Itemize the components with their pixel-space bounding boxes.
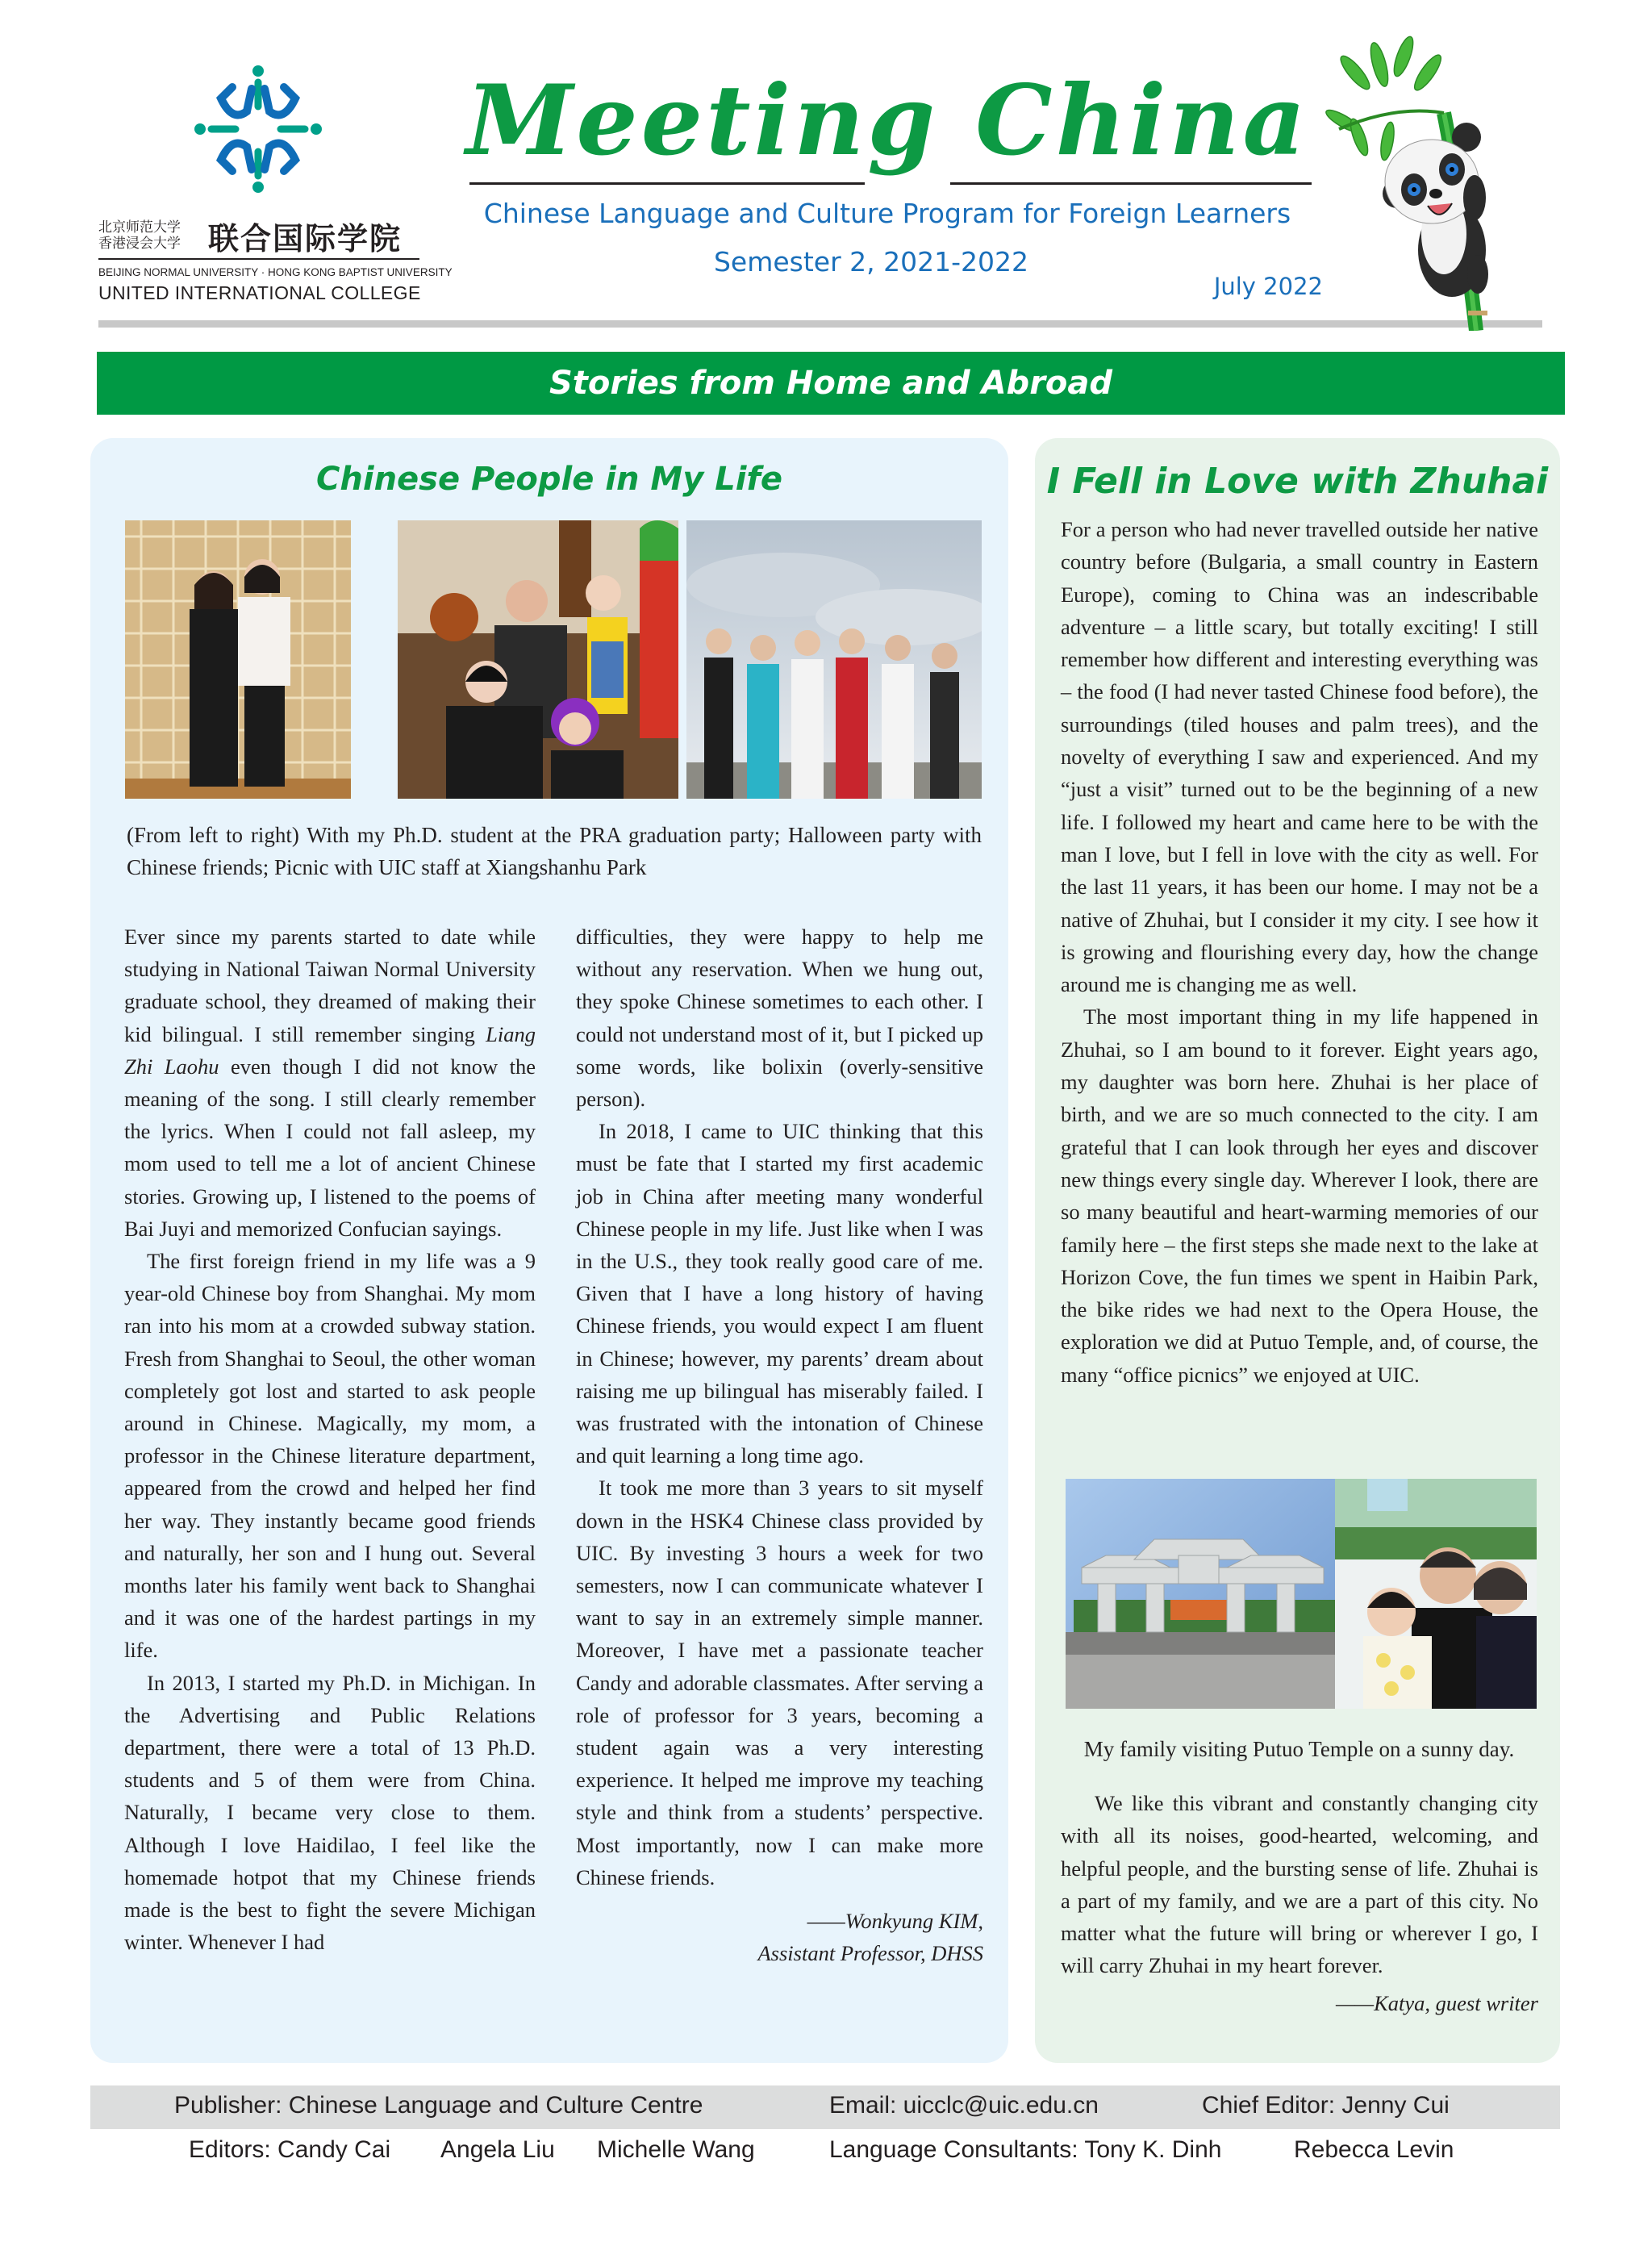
logo-cn-big: 联合国际学院 xyxy=(208,220,403,257)
logo-en-college: UNITED INTERNATIONAL COLLEGE xyxy=(98,282,421,303)
title-underline-left xyxy=(469,182,865,185)
text-run: Ever since my parents started to date while studying in National Taiwan Normal University graduate school, they dreamed of making their kid bilingual. I still remember singing xyxy=(124,925,536,1046)
section-banner-title: Stories from Home and Abroad xyxy=(549,365,1113,402)
article-body-bottom xyxy=(1061,1787,1538,2019)
logo-divider xyxy=(98,258,419,260)
footer-editor-3: Michelle Wang xyxy=(597,2136,755,2163)
author-title: Assistant Professor, DHSS xyxy=(757,1941,983,1966)
section-banner xyxy=(97,352,1565,415)
article-column-1 xyxy=(124,921,536,1959)
logo-chinese-name xyxy=(98,218,421,257)
article-chinese-people-in-my-life xyxy=(90,438,1008,2063)
paragraph: For a person who had never travelled outside her native country before (Bulgaria, a small country in Eastern Europe), coming to China was an indescribable adventure – a little scary, but totally exciting! I still remember how different and interesting everything was – the food (I had never tasted Chinese food before), the surroundings (tiled houses and palm trees), and the novelty of everything I saw and experienced. And my “just a visit” turned out to be the beginning of a new life. I followed my heart and came here to be with the man I love, but I fell in love with the city as well. For the last 11 years, it has been our home. I may not be a native of Zhuhai, but I consider it my city. I see how it is growing and flourishing every day, how the change around me is changing me as well. xyxy=(1061,517,1538,997)
newsletter-title: Meeting China xyxy=(465,64,1309,177)
photo-family-selfie xyxy=(1335,1479,1537,1709)
paragraph xyxy=(124,921,536,1245)
photo-caption: My family visiting Putuo Temple on a sunny day. xyxy=(1083,1737,1515,1761)
author-signature: ——Wonkyung KIM, xyxy=(807,1909,983,1934)
article-title: Chinese People in My Life xyxy=(316,461,782,498)
photo-graduation-party xyxy=(125,520,351,799)
semester-label: Semester 2, 2021-2022 xyxy=(713,246,1029,278)
photo-picnic-xiangshanhu xyxy=(686,520,982,799)
photo-halloween-party xyxy=(398,520,678,799)
text-run: even though I did not know the meaning of the song. I still clearly remember the lyrics. When I could not fall asleep, my mom used to tell me a lot of ancient Chinese stories. Growing up, I listened to the poems of Bai Juyi and memorized Confucian sayings. xyxy=(124,1054,536,1241)
photo-putuo-temple xyxy=(1066,1479,1335,1709)
author-signature: ——Katya, guest writer xyxy=(1335,1990,1538,2015)
paragraph: We like this vibrant and constantly changing city with all its noises, good-hearted, welcoming, and helpful people, and the bursting sense of life. Zhuhai is a part of my family, and we are a part of this city. No matter what the future will bring or wherever I go, I will carry Zhuhai in my heart forever. xyxy=(1061,1791,1538,1978)
article-title: I Fell in Love with Zhuhai xyxy=(1046,461,1549,502)
footer-publisher: Publisher: Chinese Language and Culture Centre xyxy=(174,2092,703,2119)
article-fell-in-love-with-zhuhai xyxy=(1035,438,1560,2063)
paragraph: The first foreign friend in my life was a 9 year-old Chinese boy from Shanghai. My mom ran into his mom at a crowded subway station. Fresh from Shanghai to Seoul, the other woman completely got lost and started to ask people around in Chinese. Magically, my mom, a professor in the Chinese literature department, appeared from the crowd and helped her find her way. They instantly became good friends and naturally, her son and I hung out. Several months later his family went back to Shanghai and it was one of the hardest partings in my life. xyxy=(124,1249,536,1663)
logo-en-universities: BEIJING NORMAL UNIVERSITY · HONG KONG BAPTIST UNIVERSITY xyxy=(98,266,453,278)
paragraph: The most important thing in my life happened in Zhuhai, so I am bound to it forever. Eight years ago, my daughter was born here. Zhuhai is her place of birth, and we are so much connected to the city. I am grateful that I can look through her eyes and discover new things every single day. Wherever I look, there are so many beautiful and heart-warming memories of our family here – the first steps she made next to the lake at Horizon Cove, the fun times we spent in Haibin Park, the bike rides we had next to the Opera House, the exploration we did at Putuo Temple, and, of course, the many “office picnics” we enjoyed at UIC. xyxy=(1061,1004,1538,1387)
uic-logo-mark-icon xyxy=(194,65,323,194)
footer-language-consultants: Language Consultants: Tony K. Dinh xyxy=(829,2136,1222,2163)
panda-bamboo-icon xyxy=(1323,32,1516,331)
footer-email[interactable]: Email: uicclc@uic.edu.cn xyxy=(829,2092,1099,2119)
article-body-top xyxy=(1061,513,1538,1391)
title-underline-right xyxy=(950,182,1312,185)
photo-caption: (From left to right) With my Ph.D. student at the PRA graduation party; Halloween party with Chinese friends; Picnic with UIC staff at Xiangshanhu Park xyxy=(127,823,982,879)
paragraph: In 2013, I started my Ph.D. in Michigan. In the Advertising and Public Relations department, there were a total of 13 Ph.D. students and 5 of them were from China. Naturally, I became very close to them. Although I love Haidilao, I feel like the homemade hotpot that my Chinese friends made is the best to fight the severe Michigan winter. Whenever I had xyxy=(124,1670,536,1955)
paragraph: It took me more than 3 years to sit myself down in the HSK4 Chinese class provided by UIC. By investing 3 hours a week for two semesters, now I can communicate whatever I want to say in an extremely simple manner. Moreover, I have met a passionate teacher Candy and adorable classmates. After serving a role of professor for 3 years, becoming a student again was a very interesting experience. It helped me improve my teaching style and think from a students’ perspective. Most importantly, now I can make more Chinese friends. xyxy=(576,1476,983,1889)
newsletter-subtitle: Chinese Language and Culture Program for Foreign Learners xyxy=(483,198,1291,229)
article-column-2 xyxy=(576,921,983,1970)
logo-cn-line2: 香港浸会大学 xyxy=(98,236,181,252)
footer-editors: Editors: Candy Cai xyxy=(189,2136,391,2163)
paragraph: In 2018, I came to UIC thinking that this must be fate that I started my first academic job in China after meeting many wonderful Chinese people in my life. Just like when I was in the U.S., they took really good care of me. Given that I have a long history of having Chinese friends, you would expect I am fluent in Chinese; however, my parents’ dream about raising me up bilingual has miserably failed. I was frustrated with the intonation of Chinese and quit learning a long time ago. xyxy=(576,1119,983,1468)
song-title: Liang Zhi Laohu xyxy=(124,1021,536,1079)
footer-editor-2: Angela Liu xyxy=(440,2136,555,2163)
footer-chief-editor: Chief Editor: Jenny Cui xyxy=(1202,2092,1450,2119)
logo-cn-line1: 北京师范大学 xyxy=(98,219,181,236)
footer-consultant-2: Rebecca Levin xyxy=(1294,2136,1454,2163)
issue-date: July 2022 xyxy=(1213,273,1323,300)
uic-logo xyxy=(89,65,453,307)
paragraph: difficulties, they were happy to help me without any reservation. When we hung out, they spoke Chinese sometimes to each other. I could not understand most of it, but I picked up some words, like bolixin (overly-sensitive person). xyxy=(576,925,983,1112)
